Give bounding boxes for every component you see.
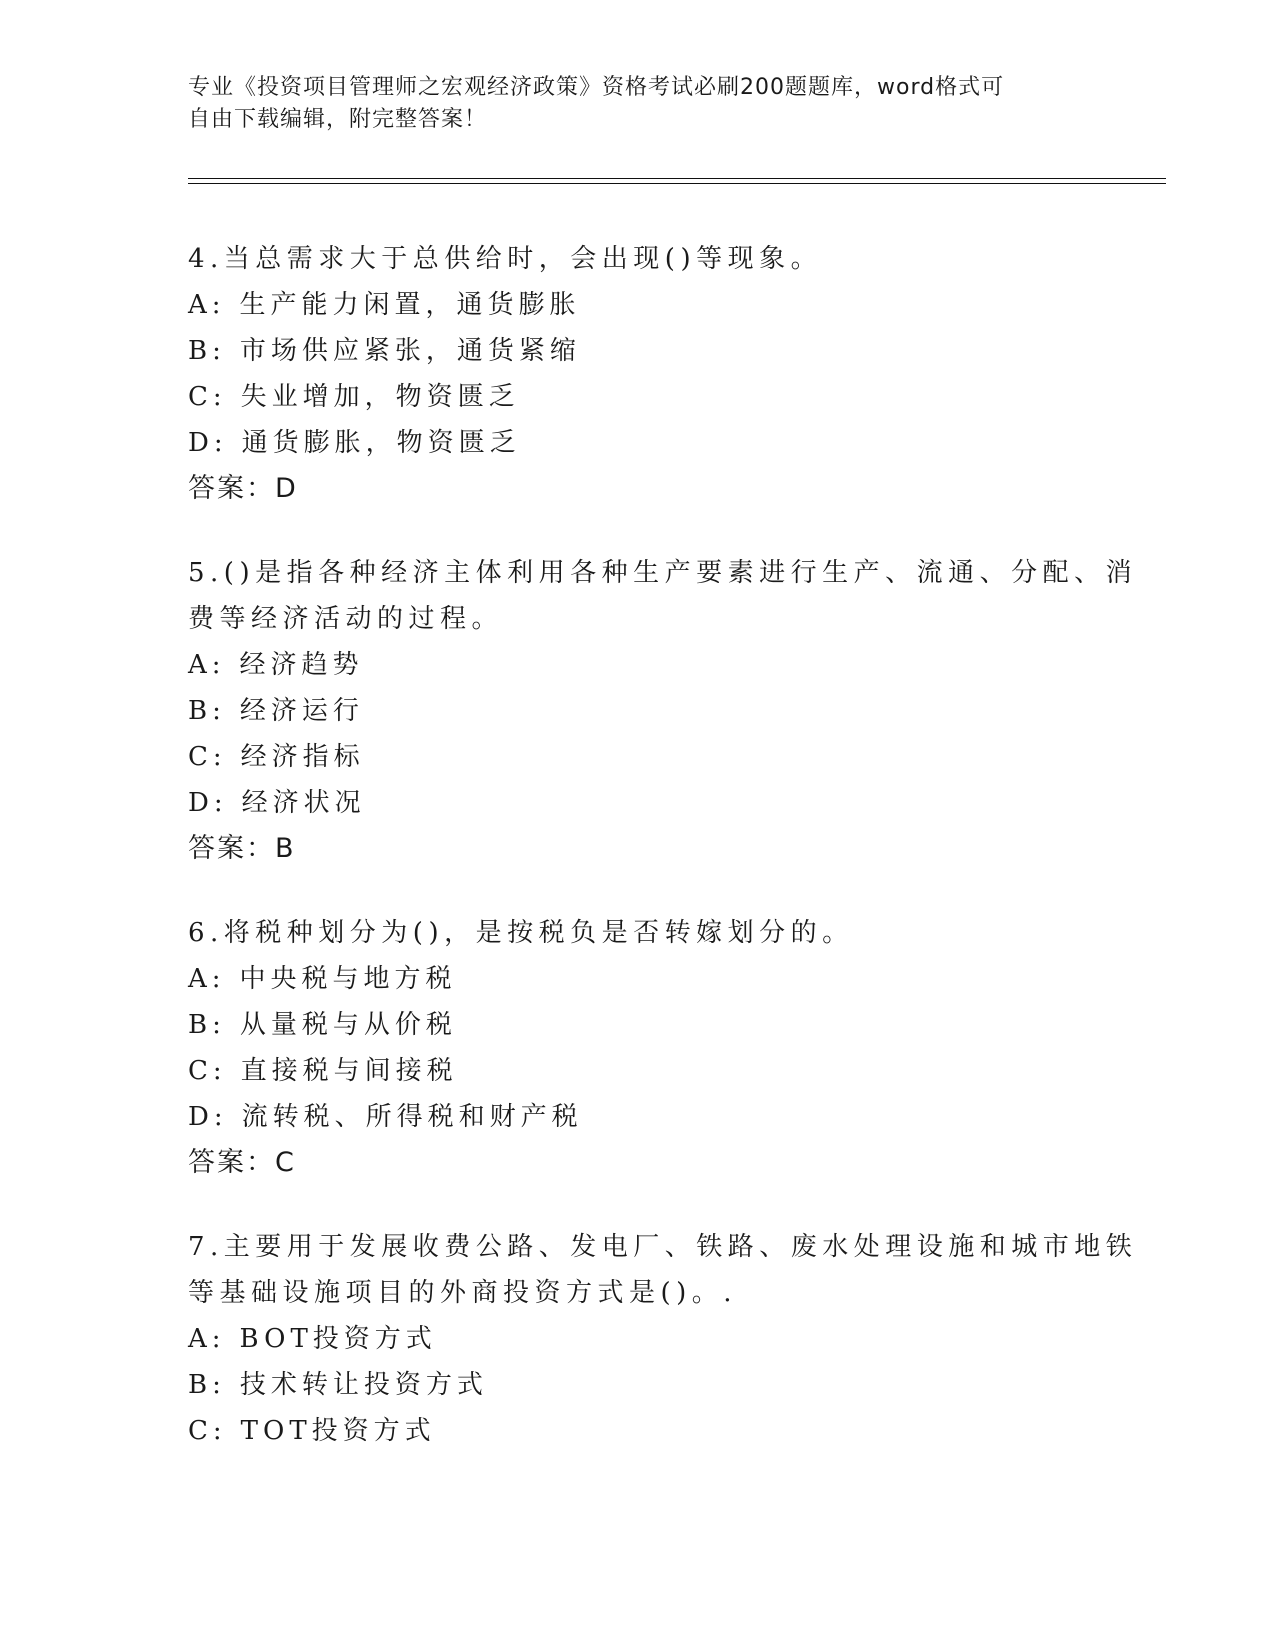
option-label: A: <box>188 650 226 680</box>
option-label: B: <box>188 336 226 366</box>
answer-key: 答案：C <box>188 1147 296 1178</box>
option-text: 技术转让投资方式 <box>239 1370 488 1400</box>
option-text: BOT投资方式 <box>239 1324 437 1354</box>
answer-option <box>188 956 1088 1002</box>
option-label: D: <box>188 428 228 458</box>
question-list <box>188 236 1138 1492</box>
option-label: A: <box>188 964 226 994</box>
header-divider-top <box>188 178 1166 179</box>
option-label: B: <box>188 1010 226 1040</box>
question-text: 5.()是指各种经济主体利用各种生产要素进行生产、流通、分配、消 <box>188 558 1138 588</box>
option-label: A: <box>188 1324 226 1354</box>
header-divider-bottom <box>188 183 1166 184</box>
option-label: A: <box>188 290 226 320</box>
option-text: 经济运行 <box>239 696 364 726</box>
answer-option <box>188 374 1088 420</box>
option-label: B: <box>188 1370 226 1400</box>
question-text: 6.将税种划分为()，是按税负是否转嫁划分的。 <box>188 918 854 948</box>
option-label: D: <box>188 1102 228 1132</box>
option-text: TOT投资方式 <box>240 1416 436 1446</box>
answer-key: 答案：B <box>188 833 296 864</box>
answer-option <box>188 282 1088 328</box>
question-block <box>188 910 1088 1186</box>
question-block <box>188 236 1088 512</box>
option-label: C: <box>188 742 227 772</box>
option-text: 失业增加，物资匮乏 <box>240 382 520 412</box>
question-block <box>188 550 1138 872</box>
answer-option <box>188 1362 1088 1408</box>
answer-option <box>188 688 1088 734</box>
answer-option <box>188 1408 1088 1454</box>
header-line-2: 自由下载编辑，附完整答案！ <box>188 107 488 132</box>
question-text: 7.主要用于发展收费公路、发电厂、铁路、废水处理设施和城市地铁 <box>188 1232 1138 1262</box>
question-text: 等基础设施项目的外商投资方式是()。. <box>188 1278 738 1308</box>
answer-option <box>188 1002 1088 1048</box>
answer-option <box>188 328 1088 374</box>
option-text: 生产能力闲置，通货膨胀 <box>239 290 581 320</box>
question-text: 4.当总需求大于总供给时，会出现()等现象。 <box>188 244 823 274</box>
answer-option <box>188 1094 1088 1140</box>
option-label: C: <box>188 1056 227 1086</box>
question-block <box>188 1224 1138 1454</box>
option-label: B: <box>188 696 226 726</box>
option-label: C: <box>188 1416 227 1446</box>
option-label: D: <box>188 788 228 818</box>
answer-option <box>188 420 1088 466</box>
answer-option <box>188 1316 1088 1362</box>
answer-option <box>188 1048 1088 1094</box>
question-text: 费等经济活动的过程。 <box>188 604 504 634</box>
option-text: 从量税与从价税 <box>239 1010 457 1040</box>
option-label: C: <box>188 382 227 412</box>
header-line-1: 专业《投资项目管理师之宏观经济政策》资格考试必刷200题题库，word格式可 <box>188 75 1005 100</box>
option-text: 经济状况 <box>241 788 366 818</box>
answer-option <box>188 734 1088 780</box>
option-text: 流转税、所得税和财产税 <box>241 1102 583 1132</box>
option-text: 经济指标 <box>240 742 365 772</box>
option-text: 直接税与间接税 <box>240 1056 458 1086</box>
option-text: 经济趋势 <box>239 650 364 680</box>
answer-option <box>188 780 1088 826</box>
document-header <box>188 72 1068 136</box>
answer-option <box>188 642 1088 688</box>
answer-key: 答案：D <box>188 473 298 504</box>
option-text: 市场供应紧张，通货紧缩 <box>239 336 581 366</box>
option-text: 通货膨胀，物资匮乏 <box>241 428 521 458</box>
option-text: 中央税与地方税 <box>239 964 457 994</box>
